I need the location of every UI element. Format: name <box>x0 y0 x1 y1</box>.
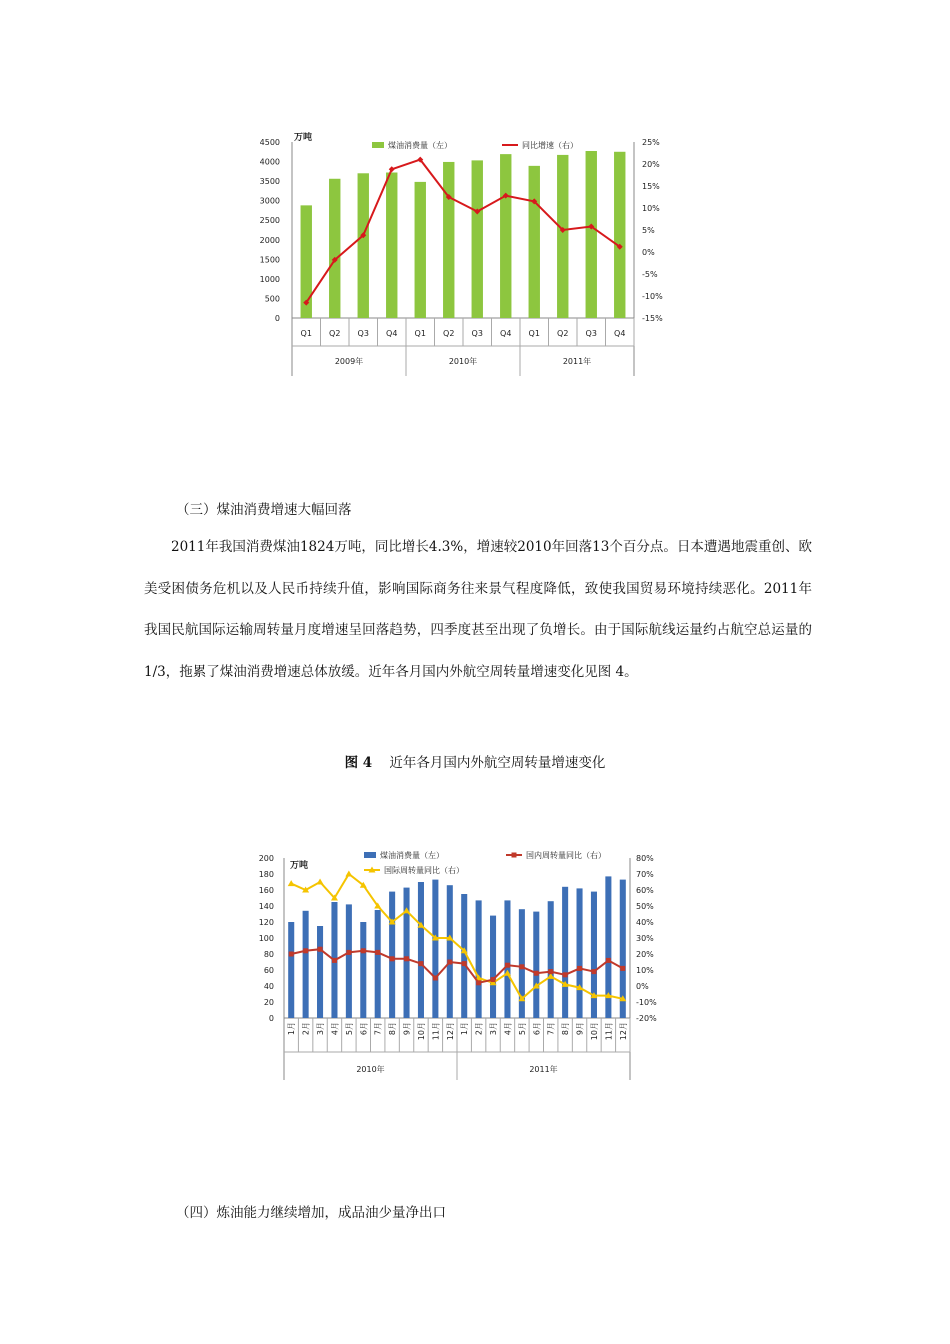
right-tick-label: 60% <box>636 886 654 895</box>
x-tick-label: 11月 <box>431 1022 441 1041</box>
x-tick-label: 3月 <box>316 1022 326 1036</box>
line-point-international <box>345 871 352 877</box>
left-tick-label: 80 <box>263 950 274 959</box>
line-series-international <box>291 874 623 999</box>
left-tick-label: 100 <box>258 934 274 943</box>
legend-bar-label: 煤油消费量（左） <box>388 141 452 150</box>
line-point-domestic <box>390 956 395 961</box>
left-tick-label: 0 <box>268 1014 274 1023</box>
legend-bar-label: 煤油消费量（左） <box>380 851 444 860</box>
right-tick-label: 80% <box>636 854 654 863</box>
legend-line-label: 同比增速（右） <box>522 141 578 150</box>
bar <box>443 162 454 318</box>
right-tick-label: 40% <box>636 918 654 927</box>
line-point-international <box>317 879 324 885</box>
group-label: 2010年 <box>356 1065 385 1074</box>
x-tick-label: Q4 <box>386 329 398 338</box>
right-tick-label: 20% <box>636 950 654 959</box>
x-tick-label: Q2 <box>329 329 341 338</box>
left-tick-label: 160 <box>258 886 274 895</box>
right-tick-label: 0% <box>642 248 655 257</box>
bar <box>614 152 625 318</box>
line-point-domestic <box>563 972 568 977</box>
line-point <box>389 166 395 172</box>
group-label: 2011年 <box>562 357 592 366</box>
bar <box>529 166 540 318</box>
line-point-domestic <box>447 960 452 965</box>
group-label: 2011年 <box>529 1065 558 1074</box>
right-tick-label: -15% <box>642 314 663 323</box>
x-tick-label: Q1 <box>414 329 426 338</box>
bar <box>346 904 352 1018</box>
bar <box>329 179 340 318</box>
x-tick-label: 9月 <box>575 1022 585 1036</box>
left-tick-label: 140 <box>258 902 274 911</box>
bar <box>577 888 583 1018</box>
x-tick-label: Q3 <box>585 329 597 338</box>
line-point-domestic <box>548 969 553 974</box>
right-tick-label: -20% <box>636 1014 657 1023</box>
bar <box>317 926 323 1018</box>
x-tick-label: Q1 <box>300 329 312 338</box>
x-tick-label: 8月 <box>388 1022 398 1036</box>
x-tick-label: Q3 <box>471 329 483 338</box>
line-point-international <box>288 880 295 886</box>
line-point-domestic <box>404 956 409 961</box>
bar <box>360 922 366 1018</box>
left-tick-label: 40 <box>263 982 274 991</box>
left-tick-label: 0 <box>274 314 280 323</box>
line-point-domestic <box>318 947 323 952</box>
right-tick-label: -10% <box>642 292 663 301</box>
x-tick-label: 3月 <box>489 1022 499 1036</box>
x-tick-label: Q3 <box>357 329 369 338</box>
x-tick-label: 4月 <box>330 1022 340 1036</box>
bar <box>562 887 568 1018</box>
right-tick-label: 5% <box>642 226 655 235</box>
bar <box>389 892 395 1018</box>
left-tick-label: 3500 <box>259 177 280 187</box>
x-tick-label: 4月 <box>503 1022 513 1036</box>
legend-bar-swatch <box>372 142 384 148</box>
line-point-domestic <box>332 958 337 963</box>
x-tick-label: 1月 <box>460 1022 470 1036</box>
section-heading-3: （三）煤油消费增速大幅回落 <box>176 502 352 518</box>
left-tick-label: 200 <box>258 854 274 863</box>
right-tick-label: -5% <box>642 270 658 279</box>
bar <box>476 900 482 1018</box>
x-tick-label: 5月 <box>344 1022 354 1036</box>
x-tick-label: 5月 <box>517 1022 527 1036</box>
line-point-domestic <box>606 958 611 963</box>
bar <box>404 888 410 1018</box>
line-point-domestic <box>462 961 467 966</box>
bar <box>504 900 510 1018</box>
bar <box>415 182 426 318</box>
x-tick-label: 2月 <box>301 1022 311 1036</box>
line-point-domestic <box>375 950 380 955</box>
bar <box>386 173 397 318</box>
chart-1-svg <box>250 128 670 388</box>
x-tick-label: 12月 <box>618 1022 628 1041</box>
line-point-domestic <box>620 966 625 971</box>
x-tick-label: Q2 <box>557 329 569 338</box>
line-point-domestic <box>303 948 308 953</box>
bar <box>591 892 597 1018</box>
x-tick-label: 8月 <box>561 1022 571 1036</box>
x-tick-label: 6月 <box>359 1022 369 1036</box>
bar <box>472 160 483 318</box>
x-tick-label: 10月 <box>416 1022 426 1041</box>
bar <box>358 173 369 318</box>
x-tick-label: 9月 <box>402 1022 412 1036</box>
legend-line-b-label: 国际周转量同比（右） <box>384 866 464 875</box>
bar <box>586 151 597 318</box>
line-point-domestic <box>418 961 423 966</box>
x-tick-label: 1月 <box>287 1022 297 1036</box>
line-series-domestic <box>291 949 623 983</box>
line-point-domestic <box>289 952 294 957</box>
bar <box>432 880 438 1018</box>
bar <box>375 910 381 1018</box>
bar <box>533 912 539 1018</box>
left-tick-label: 60 <box>263 966 274 975</box>
right-tick-label: 25% <box>642 138 660 147</box>
right-tick-label: 10% <box>642 204 660 213</box>
legend-line-a-label: 国内周转量同比（右） <box>526 851 606 860</box>
chart-monthly-traffic <box>250 846 670 1086</box>
unit-label: 万吨 <box>290 861 309 871</box>
right-tick-label: 0% <box>636 982 649 991</box>
legend-line-a-marker <box>512 853 517 858</box>
line-point-domestic <box>433 976 438 981</box>
bar <box>303 911 309 1018</box>
figure-number: 图 4 <box>344 755 373 771</box>
x-tick-label: Q2 <box>443 329 455 338</box>
x-tick-label: 11月 <box>604 1022 614 1041</box>
figure-caption <box>0 751 950 771</box>
bar <box>418 882 424 1018</box>
group-label: 2010年 <box>448 357 478 366</box>
left-tick-label: 20 <box>263 998 274 1007</box>
left-tick-label: 120 <box>258 918 274 927</box>
left-tick-label: 3000 <box>259 196 280 206</box>
x-tick-label: Q4 <box>500 329 512 338</box>
x-tick-label: 2月 <box>474 1022 484 1036</box>
section-heading-4: （四）炼油能力继续增加，成品油少量净出口 <box>176 1205 446 1221</box>
left-tick-label: 1500 <box>259 255 280 265</box>
bar <box>288 922 294 1018</box>
line-point-domestic <box>476 980 481 985</box>
line-point-domestic <box>346 950 351 955</box>
x-tick-label: 7月 <box>546 1022 556 1036</box>
left-tick-label: 180 <box>258 870 274 879</box>
bar <box>447 885 453 1018</box>
body-paragraph: 2011年我国消费煤油1824万吨，同比增长4.3%，增速较2010年回落13个百分点。日本遭遇地震重创、欧美受困债务危机以及人民币持续升值，影响国际商务往来景气程度降低，致使我国贸易环境持续恶化。2011年我国民航国际运输周转量月度增速呈回落趋势，四季度甚至出现了负增长。由于国际航线运量约占航空总运量的1/3，拖累了煤油消费增速总体放缓。近年各月国内外航空周转量增速变化见图 4。 <box>144 539 812 680</box>
line-point-domestic <box>361 948 366 953</box>
line-point-domestic <box>577 966 582 971</box>
left-tick-label: 4500 <box>259 138 280 147</box>
line-point-domestic <box>491 977 496 982</box>
right-tick-label: 10% <box>636 966 654 975</box>
right-tick-label: 30% <box>636 934 654 943</box>
line-point-domestic <box>591 969 596 974</box>
group-label: 2009年 <box>334 357 364 366</box>
right-tick-label: 50% <box>636 902 654 911</box>
legend-bar-swatch <box>364 852 376 858</box>
line-series-yoy <box>306 160 620 303</box>
bar <box>557 155 568 318</box>
right-tick-label: 20% <box>642 160 660 169</box>
chart-quarterly-kerosene <box>250 128 670 388</box>
x-tick-label: 7月 <box>373 1022 383 1036</box>
bar <box>500 154 511 318</box>
x-tick-label: Q1 <box>528 329 540 338</box>
line-point-domestic <box>519 964 524 969</box>
left-tick-label: 1000 <box>259 274 280 284</box>
right-tick-label: -10% <box>636 998 657 1007</box>
bar <box>490 916 496 1018</box>
x-tick-label: Q4 <box>614 329 626 338</box>
figure-title: 近年各月国内外航空周转量增速变化 <box>389 755 606 771</box>
left-tick-label: 2500 <box>259 216 280 226</box>
bar <box>519 909 525 1018</box>
x-tick-label: 6月 <box>532 1022 542 1036</box>
unit-label: 万吨 <box>294 133 313 143</box>
x-tick-label: 12月 <box>445 1022 455 1041</box>
right-tick-label: 15% <box>642 182 660 191</box>
left-tick-label: 4000 <box>259 157 280 167</box>
x-tick-label: 10月 <box>589 1022 599 1041</box>
line-point-domestic <box>505 963 510 968</box>
chart-2-svg <box>250 846 670 1086</box>
left-tick-label: 500 <box>264 294 280 304</box>
left-tick-label: 2000 <box>259 235 280 245</box>
bar <box>548 901 554 1018</box>
right-tick-label: 70% <box>636 870 654 879</box>
line-point-domestic <box>534 971 539 976</box>
